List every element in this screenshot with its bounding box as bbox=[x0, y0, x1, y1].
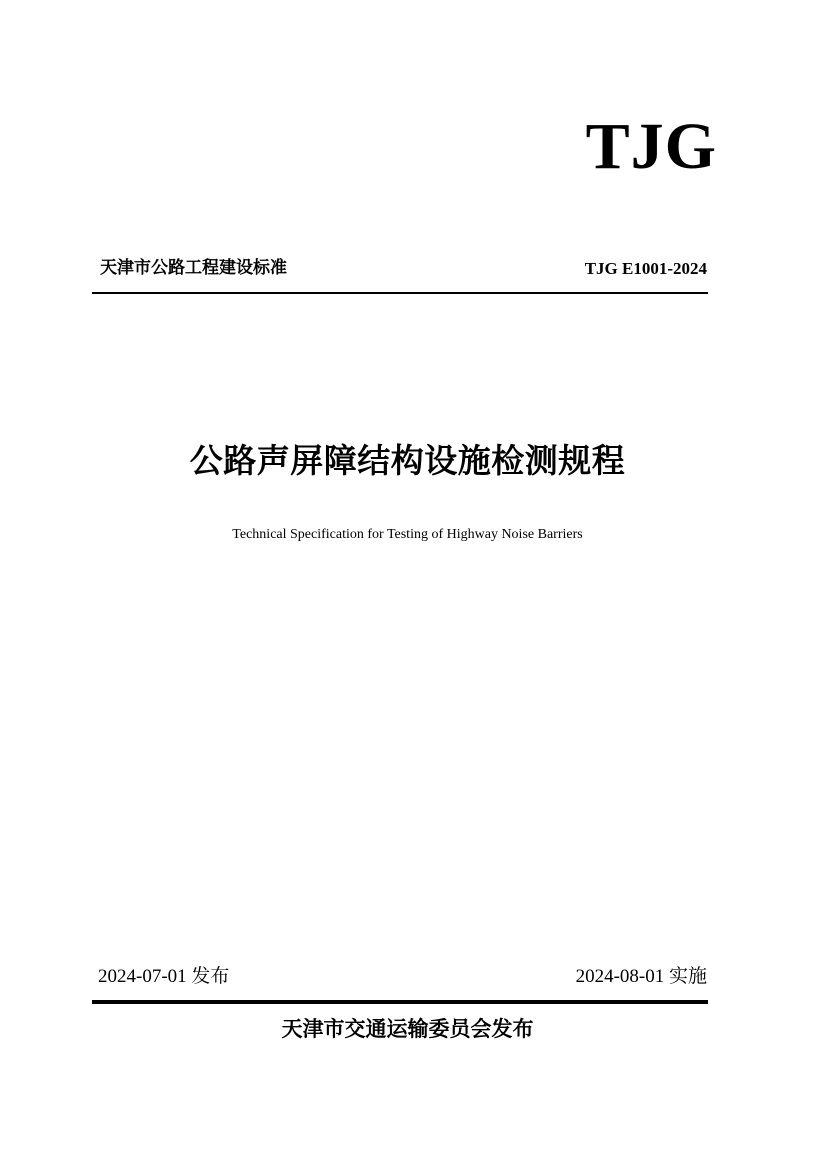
document-title-english: Technical Specification for Testing of Highway Noise Barriers bbox=[232, 527, 583, 542]
standard-category: 天津市公路工程建设标准 bbox=[100, 258, 287, 278]
implementation-date: 2024-08-01 实施 bbox=[575, 966, 707, 987]
issue-date: 2024-07-01 发布 bbox=[98, 966, 230, 987]
header-divider bbox=[92, 292, 708, 294]
publisher: 天津市交通运输委员会发布 bbox=[281, 1016, 534, 1041]
document-title-chinese: 公路声屏障结构设施检测规程 bbox=[189, 441, 626, 480]
standard-number: TJG E1001-2024 bbox=[584, 259, 707, 278]
tjg-logo: TJG bbox=[585, 110, 717, 183]
footer-divider bbox=[92, 1000, 708, 1004]
